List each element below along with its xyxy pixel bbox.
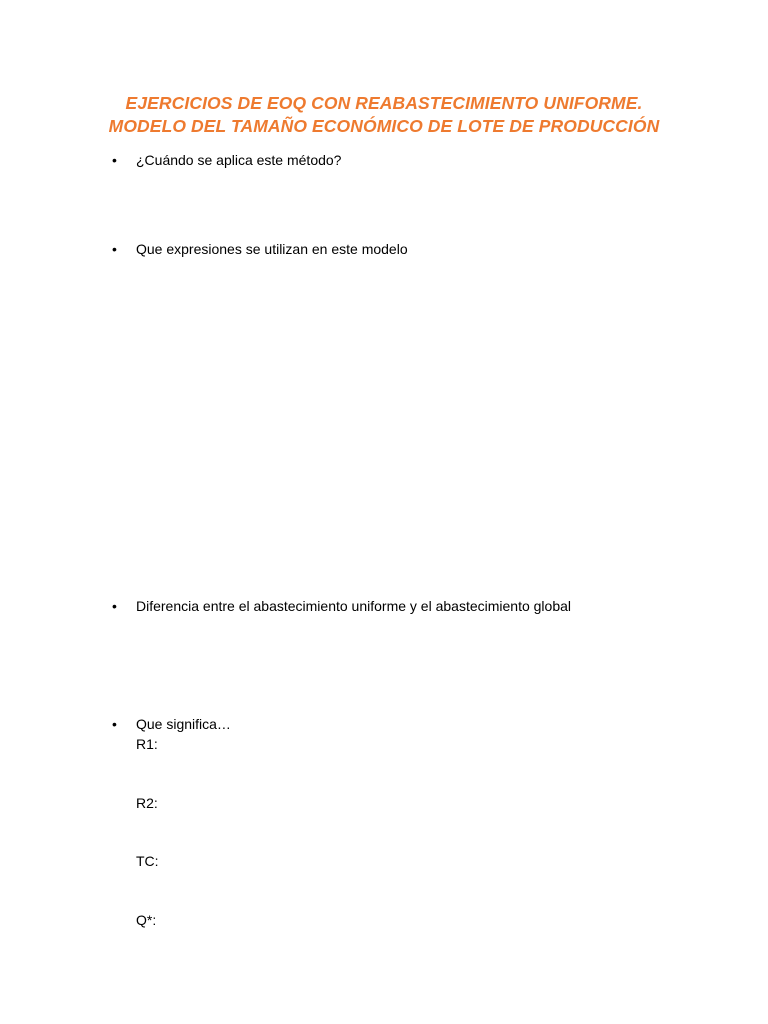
bullet-icon: • <box>112 716 117 732</box>
page-title <box>0 92 768 138</box>
term-tc: TC: <box>136 853 159 869</box>
bullet-text: ¿Cuándo se aplica este método? <box>136 152 342 168</box>
title-line-1: EJERCICIOS DE EOQ CON REABASTECIMIENTO UNIFORME. <box>125 93 643 113</box>
term-q-star: Q*: <box>136 912 157 928</box>
term-r2: R2: <box>136 795 158 811</box>
bullet-text: Que significa… <box>136 716 231 732</box>
bullet-icon: • <box>112 598 117 614</box>
title-line-2: MODELO DEL TAMAÑO ECONÓMICO DE LOTE DE PRODUCCIÓN <box>108 116 660 136</box>
bullet-icon: • <box>112 152 117 168</box>
bullet-text: Diferencia entre el abastecimiento uniforme y el abastecimiento global <box>136 598 572 614</box>
term-r1: R1: <box>136 736 158 752</box>
bullet-text: Que expresiones se utilizan en este modelo <box>136 241 408 257</box>
bullet-icon: • <box>112 241 117 257</box>
